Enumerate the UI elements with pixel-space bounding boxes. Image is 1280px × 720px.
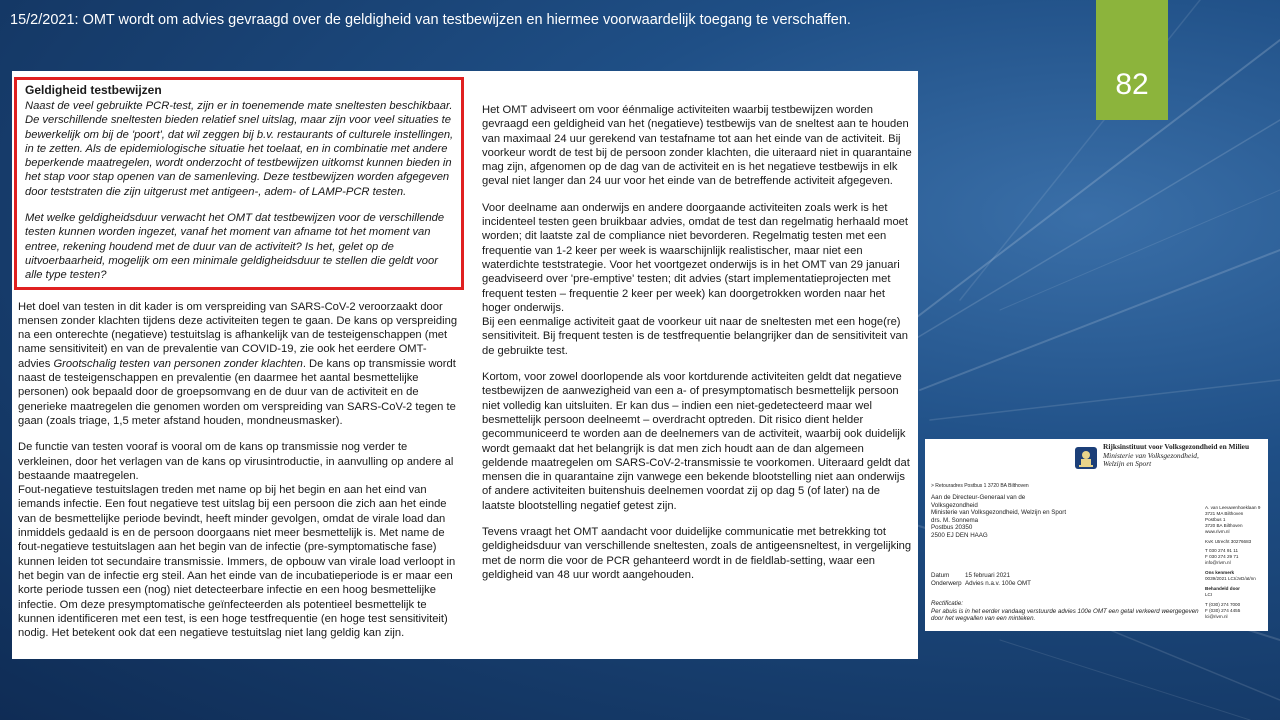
- box-paragraph: Naast de veel gebruikte PCR-test, zijn er in toenemende mate sneltesten beschikbaar. De verschillende sneltesten bieden relatief snel uitslag, maar zijn voor veel situaties te bewerkelijk om bij de 'poort', dat wil zeggen bij b.v. restaurants of culturele instellingen, in te zetten. Als de epidemiologische situatie het toelaat, en in combinatie met andere beperkende maatregelen, wordt onderzocht of testbewijzen uitkomst kunnen bieden in het stap voor stap openen van de samenleving. Deze testbewijzen worden afgegeven door teststraten die zijn uitgerust met antigeen-, adem- of LAMP-PCR testen.: [25, 100, 454, 198]
- detail-line: A. van Leeuwenhoeklaan 9: [1205, 505, 1261, 510]
- rivm-letter-excerpt: [925, 439, 1268, 631]
- meta-label: Onderwerp: [931, 579, 962, 587]
- government-crest-icon: [1075, 447, 1097, 469]
- right-paragraph: Voor deelname aan onderwijs en andere doorgaande activiteiten zoals werk is het incidenteel testen geen bruikbaar advies, omdat de test dan regelmatig herhaald moet worden; dit laatste zal de compliance niet bevorderen. Regelmatig testen met een frequentie van 1-2 keer per week is waarschijnlijk realistischer, maar niet een waterdichte teststrategie. Voor het voortgezet onderwijs is in het OMT van 29 januari geadviseerd over 'pre-emptive' testen; dit advies (start implementatieprojecten met frequent testen – frequentie 2 keer per week) kan doorgetrokken worden naar het hoger onderwijs.: [482, 201, 909, 314]
- page-number-badge: [1096, 0, 1168, 120]
- detail-line: 3720 BA Bilthoven: [1205, 522, 1243, 528]
- detail-line: T (030) 274 7000: [1205, 601, 1241, 607]
- detail-line: LCI: [1205, 591, 1213, 597]
- address-line: Volksgezondheid: [931, 501, 978, 509]
- detail-line: F (030) 274 4455: [1205, 607, 1241, 613]
- right-paragraph: Het OMT adviseert om voor éénmalige activiteiten waarbij testbewijzen worden gevraagd een geldigheid van het (negatieve) testbewijs van de sneltest aan te houden van maximaal 24 uur gerekend van testafname tot aan het einde van de activiteit. Bij voorkeur wordt de test bij de persoon zonder klachten, die uiteraard niet in quarantaine mag zijn, afgenomen op de dag van de activiteit en is het negatieve testbewijs in elk geval niet langer dan 24 uur voor het einde van de betreffende activiteit afgegeven.: [482, 104, 912, 188]
- meta-label: Datum: [931, 572, 950, 579]
- right-paragraph: Kortom, voor zowel doorlopende als voor kortdurende activiteiten geldt dat negatieve testbewijzen de aanwezigheid van een a- of presymptomatisch besmettelijk persoon niet volledig kan uitsluiten. Er kan dus – indien een niet-gedetecteerd maar wel besmettelijk persoon deelneemt – overdracht optreden. Dit risico dient helder gecommuniceerd te worden aan de deelnemers van de activiteit, waarbij ook duidelijk wordt gemaakt dat het belangrijk is dat men zich houdt aan de dan algemeen geldende maatregelen om SARS-CoV-2-transmissie te voorkomen. Uiteraard geldt dat mensen die in quarantaine zijn vanwege een bekende blootstelling niet aan onderwijs of andere activiteiten buitenshuis deelnemen voordat zij op dag 5 (of later) na de laatste blootstelling negatief getest zijn.: [482, 371, 910, 512]
- meta-value: Advies n.a.v. 100e OMT: [965, 579, 1031, 587]
- recipient-address: [931, 494, 1131, 540]
- meta-value: 15 februari 2021: [965, 572, 1011, 579]
- detail-line: info@rivm.nl: [1205, 560, 1231, 566]
- letterhead: [1103, 443, 1263, 469]
- letter-meta: [931, 572, 1201, 587]
- meta-row: [931, 580, 1201, 588]
- detail-label: Behandeld door: [1205, 585, 1240, 591]
- left-paragraph: [18, 300, 458, 429]
- document-left-column: [18, 77, 458, 652]
- address-line: Ministerie van Volksgezondheid, Welzijn en Sport: [931, 509, 1067, 517]
- detail-line: www.rivm.nl: [1205, 528, 1230, 534]
- detail-line: KvK Utrecht 30276683: [1205, 538, 1252, 544]
- institute-name: Rijksinstituut voor Volksgezondheid en Milieu: [1103, 442, 1250, 451]
- highlighted-question-box: [14, 77, 464, 290]
- return-address: > Retouradres Postbus 1 3720 BA Bilthoven: [931, 483, 1029, 489]
- detail-label: Ons kenmerk: [1205, 570, 1235, 576]
- detail-line: F 030 274 29 71: [1205, 554, 1239, 560]
- text-span: Het doel van testen in dit kader is om verspreiding van SARS-CoV-2 veroorzaakt door mensen zonder klachten tijdens deze activiteiten tegen te gaan. De kans op verspreiding na een onterechte (negatieve) testuitslag is afhankelijk van de testeigenschappen (met name sensitiviteit) en van de prevalentie van COVID-19, zie ook het eerdere OMT-advies: [18, 300, 458, 370]
- box-paragraph: Met welke geldigheidsduur verwacht het OMT dat testbewijzen voor de verschillende testen kunnen worden ingezet, vanaf het moment van afname tot het moment van entree, rekening houdend met de duur van de activiteit? Is het, gelet op de uitvoerbaarheid, mogelijk om een minimale geldigheidsduur te stellen die geldt voor alle type testen?: [25, 212, 445, 282]
- address-line: Aan de Directeur-Generaal van de: [931, 494, 1026, 501]
- right-paragraph: Tevens vraagt het OMT aandacht voor duidelijke communicatie met betrekking tot geldigheidsduur van verschillende sneltesten, zoals de antigeensneltest, in vergelijking met de norm die voor de PCR gehanteerd wordt in de fieldlab-setting, waar een geldigheid van 48 uur wordt aangehouden.: [482, 526, 912, 581]
- slide-headline: 15/2/2021: OMT wordt om advies gevraagd over de geldigheid van testbewijzen en hiermee voorwaardelijk toegang te verschaffen.: [10, 12, 851, 28]
- omt-advice-document: [12, 71, 918, 659]
- page-number: 82: [1115, 68, 1149, 101]
- left-paragraph: Fout-negatieve testuitslagen treden met name op bij het begin en aan het eind van iemands infectie. Een fout negatieve test uitslag bij een persoon die zich aan het einde van de besmettelijke periode bevindt, heeft minder gevolgen, omdat de virale load dan inmiddels gedaald is en de persoon doorgaans niet meer besmettelijk is. Met name de fout-negatieve testuitslagen aan het begin van de infectie (pre-symptomatische fase) kunnen leiden tot secundaire transmissie. Immers, de opbouw van virale load verloopt in het begin van de infectie erg steil. Aan het einde van de incubatieperiode is er maar een korte periode tussen een (nog) niet detecteerbare infectie en een hoog besmettelijke infectie. Om deze presymptomatische geïnfecteerden als potentieel besmettelijk te kunnen identificeren met een test, is een hoge testfrequentie (en hoge test sensitiviteit) nodig. Het betekent ook dat een negatieve testuitslag niet lang geldig kan zijn.: [18, 484, 456, 640]
- box-title: Geldigheid testbewijzen: [25, 83, 162, 97]
- rectification-label: Rectificatie:: [931, 600, 963, 607]
- ministry-line: Ministerie van Volksgezondheid,: [1103, 450, 1199, 460]
- left-paragraph: De functie van testen vooraf is vooral om de kans op transmissie nog verder te verkleinen, door het verlagen van de kans op virusintroductie, in aanvulling op andere al bestaande maatregelen.: [18, 441, 454, 482]
- right-paragraph: Bij een eenmalige activiteit gaat de voorkeur uit naar de sneltesten met een hoge(re) sensitiviteit. Bij frequent testen is de testfrequentie belangrijker dan de sensitiviteit van de gebruikte test.: [482, 316, 908, 357]
- detail-line: 0039/2021 LCI/JvD/at/nn: [1205, 576, 1256, 582]
- detail-line: lci@rivm.nl: [1205, 613, 1228, 619]
- text-span: . De kans op transmissie wordt naast de testeigenschappen en prevalentie (en daarmee het aantal besmettelijke personen) ook bepaald door de groepsomvang en de duur van de activiteit en de generieke maatregelen die genomen worden om verspreiding van SARS-CoV-2 tegen te gaan (zoals triage, 1,5 meter afstand houden, mondneusmasker).: [18, 357, 456, 427]
- detail-line: 3721 MA Bilthoven: [1205, 510, 1244, 516]
- document-right-column: [482, 103, 912, 594]
- sender-details: [1205, 505, 1267, 620]
- detail-line: Postbus 1: [1205, 516, 1226, 522]
- italic-reference: Grootschalig testen van personen zonder klachten: [53, 357, 303, 370]
- detail-line: T 030 274 91 11: [1205, 548, 1239, 554]
- meta-row: [931, 572, 1201, 580]
- address-line: 2500 EJ DEN HAAG: [931, 531, 988, 539]
- rectification-note: [931, 600, 1201, 623]
- address-line: Postbus 20350: [931, 524, 973, 532]
- address-line: drs. M. Sonnema: [931, 516, 979, 524]
- rectification-text: Per abuis is in het eerder vandaag verstuurde advies 100e OMT een getal verkeerd weergegeven door het wegvallen van een minteken.: [931, 607, 1199, 623]
- ministry-line: Welzijn en Sport: [1103, 459, 1152, 469]
